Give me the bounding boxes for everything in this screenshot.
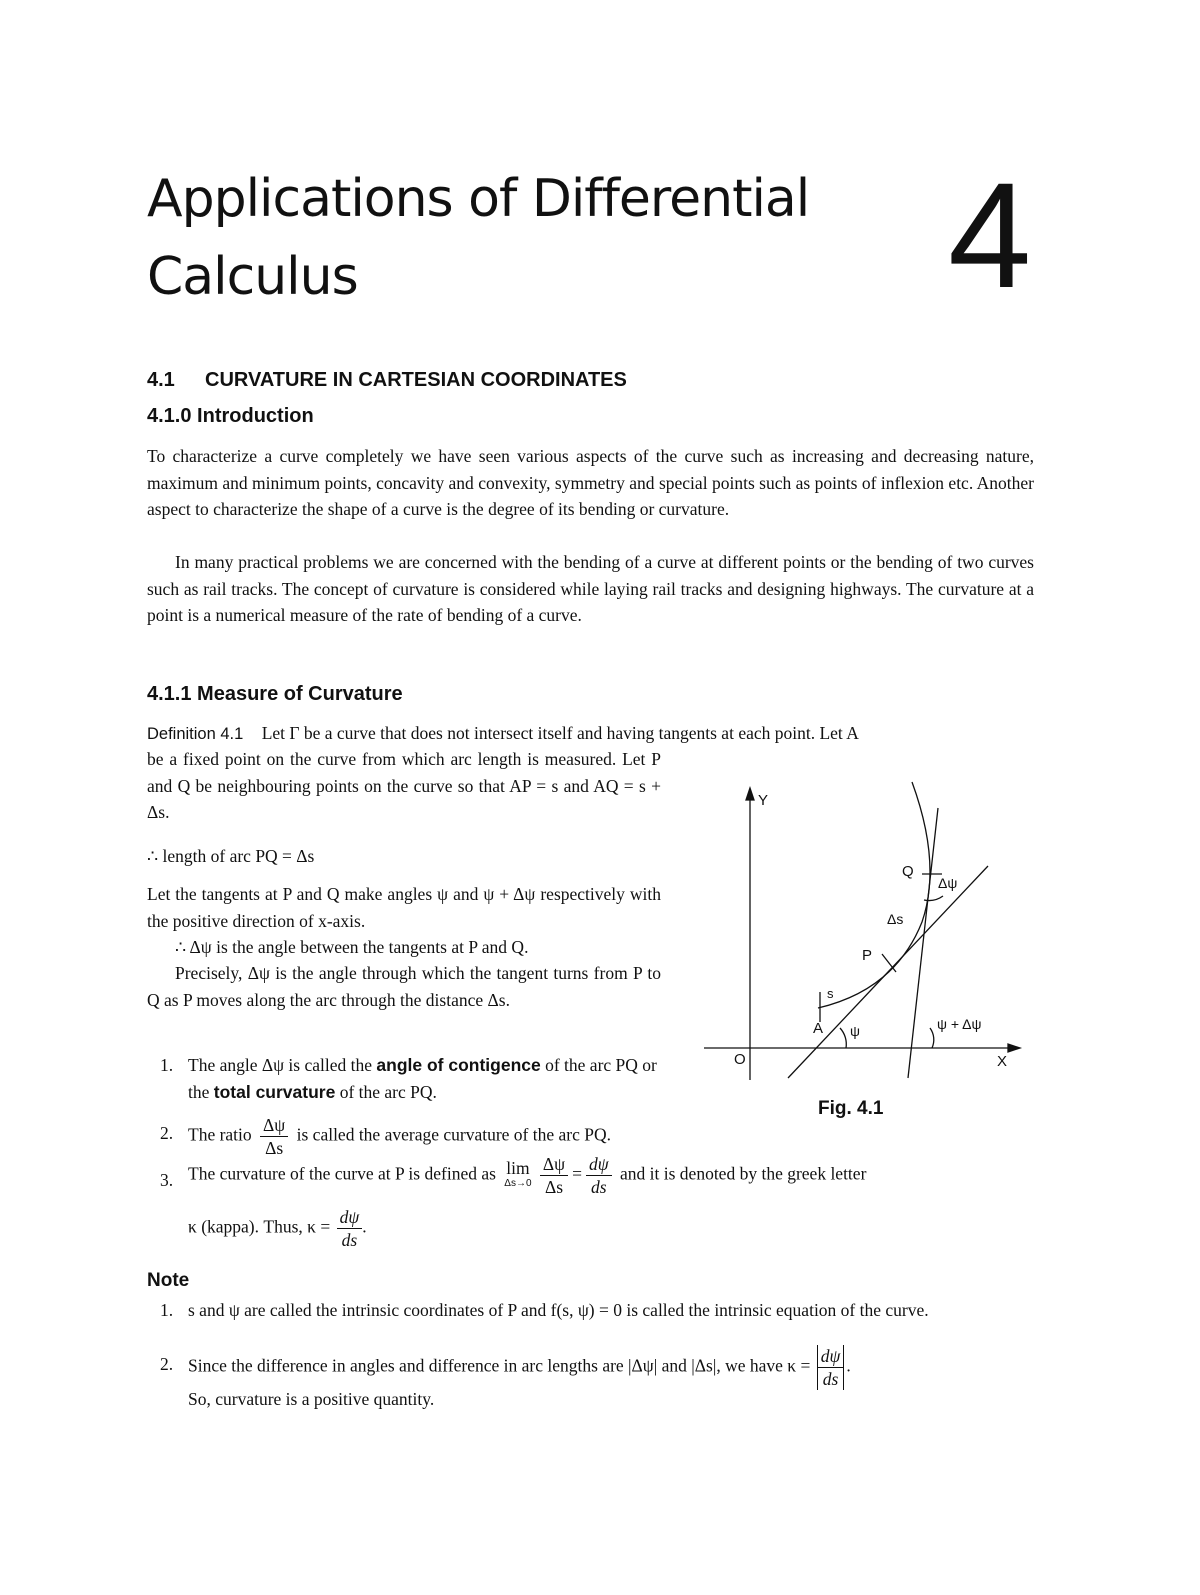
angle-between-statement: ∴ Δψ is the angle between the tangents at P and Q. [175,937,529,957]
numerator: dψ [818,1345,844,1368]
curve [818,782,930,1008]
note-item [160,1297,1036,1324]
label-q: Q [902,863,914,880]
label-a: A [813,1020,824,1037]
precisely-statement: Precisely, Δψ is the angle through which the tangent turns from P to Q as P moves along the arc through the distance Δs. [147,963,661,1010]
numerator: Δψ [260,1114,288,1137]
label-psi-plus-delta-psi: ψ + Δψ [937,1016,982,1032]
tangent-at-p [788,866,988,1078]
label-delta-s: Δs [887,911,904,927]
section-heading [147,369,627,392]
period: . [362,1216,367,1237]
list-item [160,1052,661,1105]
tangents-statement: Let the tangents at P and Q make angles ψ and ψ + Δψ respectively with the positive direction of x-axis. [147,884,661,931]
fraction-derivative [337,1206,363,1251]
chapter-number: 4 [948,151,1032,319]
limit-subscript: Δs→0 [504,1177,532,1189]
denominator: ds [341,1230,358,1250]
list-text: The curvature of the curve at P is defined as [188,1163,496,1184]
note-text: So, curvature is a positive quantity. [188,1389,435,1409]
equals-sign: = [572,1163,583,1184]
label-p: P [862,947,873,964]
label-y: Y [758,792,769,809]
list-item [160,1153,1040,1251]
denominator: ds [591,1177,607,1197]
figure-caption: Fig. 4.1 [818,1098,884,1119]
list-text: of the arc PQ. [335,1081,437,1102]
list-number: 2. [160,1123,174,1143]
fraction-dpsi-ds [540,1153,568,1198]
label-s: s [827,986,834,1001]
numerator: Δψ [540,1153,568,1176]
section-number: 4.1 [147,369,175,391]
list-number: 3. [160,1170,174,1190]
definition-rest: be a fixed point on the curve from which arc length is measured. Let P and Q be neighbouring points on the curve so that AP = s and AQ = s + Δs. [147,749,661,822]
label-psi: ψ [850,1023,860,1039]
list-text: The angle Δψ is called the [188,1055,377,1075]
chapter-title-line-1: Applications of Differential [147,169,810,229]
angle-psi-dpsi-arc [930,1028,934,1048]
angle-dpsi-arc [924,896,943,901]
note-text: Since the difference in angles and difference in arc lengths are |Δψ| and |Δs|, we have κ = [188,1355,811,1376]
denominator: ds [822,1369,839,1389]
section-title: CURVATURE IN CARTESIAN COORDINATES [205,369,627,391]
chapter-title-line-2: Calculus [147,247,358,307]
y-axis-arrow [746,788,754,800]
x-axis-arrow [1008,1044,1020,1052]
limit [504,1157,532,1192]
angle-psi-arc [840,1028,846,1048]
intro-paragraph-1: To characterize a curve completely we have seen various aspects of the curve such as increasing and decreasing nature, maximum and minimum points, concavity and convexity, symmetry and special points such as points of inflexion etc. Another aspect to characterize the shape of a curve is the degree of its bending or curvature. [147,446,1034,519]
numerator: dψ [337,1206,363,1229]
definition-label: Definition 4.1 [147,725,244,743]
absolute-derivative [817,1345,845,1390]
label-delta-psi: Δψ [938,875,958,891]
label-o: O [734,1051,746,1068]
list-number: 1. [160,1300,174,1320]
arc-length-statement: ∴ length of arc PQ = Δs [147,846,315,866]
measure-heading: 4.1.1 Measure of Curvature [147,683,403,705]
limit-word: lim [506,1157,530,1178]
list-number: 2. [160,1354,174,1374]
fraction-derivative [586,1153,612,1198]
point-p-mark [882,954,896,972]
list-text: The ratio [188,1124,252,1145]
list-number: 1. [160,1055,174,1075]
numerator: dψ [586,1153,612,1176]
note-item: 2. Since the difference in angles and difference in arc lengths are |Δψ| and |Δs|, we have κ = $\frac{d\psi}{ds}$ . So, curvature is a positive quantity. [160,1345,1040,1413]
label-x: X [997,1053,1008,1070]
curvature-figure [690,780,1030,1090]
term-total-curvature: total curvature [213,1081,336,1102]
list-text: is called the average curvature of the arc PQ. [296,1124,611,1145]
kappa-definition: κ (kappa). Thus, κ = [188,1216,331,1237]
intro-paragraph-2: In many practical problems we are concerned with the bending of a curve at different points or the bending of two curves such as rail tracks. The concept of curvature is considered while laying rail tracks and designing highways. The curvature at a point is a numerical measure of the rate of bending of a curve. [147,552,1034,625]
note-heading: Note [147,1270,190,1291]
list-text: and it is denoted by the greek letter [620,1163,867,1184]
chapter-title [147,160,809,316]
denominator: Δs [265,1138,284,1158]
denominator: Δs [544,1177,564,1197]
definition-text: Let Γ be a curve that does not intersect itself and having tangents at each point. Let A [261,723,859,743]
note-text: s and ψ are called the intrinsic coordinates of P and f(s, ψ) = 0 is called the intrinsic equation of the curve. [188,1300,929,1320]
definition-line-1 [147,720,1034,748]
list-text: of the arc PQ or the [188,1055,657,1102]
term-angle-of-contigence: angle of contigence [376,1055,541,1075]
intro-heading: 4.1.0 Introduction [147,405,314,427]
